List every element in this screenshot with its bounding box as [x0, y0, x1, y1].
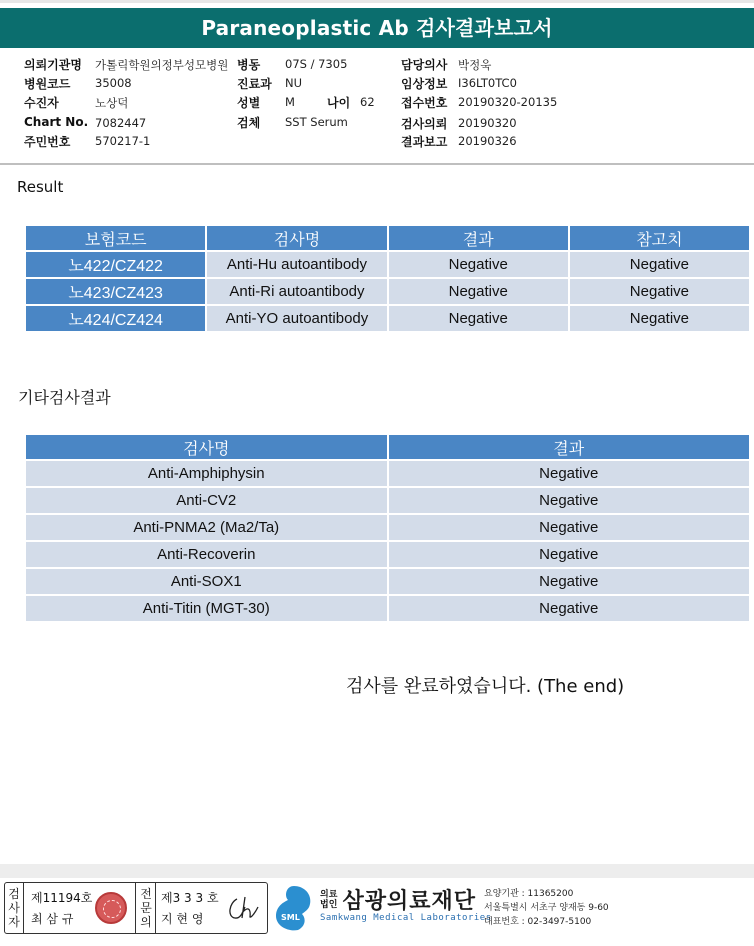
- header-reference: 참고치: [570, 226, 749, 250]
- physician-name: 지 현 영: [161, 912, 204, 926]
- table-row: [26, 252, 749, 277]
- doctor-label: 담당의사: [401, 58, 448, 72]
- test-name-cell: Anti-YO autoantibody: [207, 306, 386, 331]
- result-cell: Negative: [389, 515, 750, 540]
- examiner-label: 검사자: [8, 887, 20, 929]
- chart-no-value: 7082447: [95, 116, 147, 130]
- result-cell: Negative: [389, 596, 750, 621]
- table-row: [26, 596, 749, 621]
- request-date-value: 20190320: [458, 116, 517, 130]
- result-cell: Negative: [389, 569, 750, 594]
- specimen-label: 검체: [237, 116, 261, 130]
- org-name-kr: 삼광의료재단: [342, 889, 476, 914]
- examiner-license: 제11194호: [31, 891, 93, 905]
- accession-label: 접수번호: [401, 96, 448, 110]
- chart-no-label: Chart No.: [24, 115, 89, 129]
- resident-no-value: 570217-1: [95, 134, 151, 148]
- physician-license: 제3 3 3 호: [161, 891, 219, 905]
- table-row: [26, 461, 749, 486]
- reference-cell: Negative: [570, 306, 749, 331]
- result-cell: Negative: [389, 279, 568, 304]
- request-date-label: 검사의뢰: [401, 117, 448, 131]
- department-value: NU: [285, 76, 303, 90]
- report-title: Paraneoplastic Ab 검사결과보고서: [0, 8, 754, 48]
- institution-label: 의뢰기관명: [24, 58, 82, 72]
- hospital-code-label: 병원코드: [24, 77, 71, 91]
- test-name-cell: Anti-Titin (MGT-30): [26, 596, 387, 621]
- test-name-cell: Anti-Recoverin: [26, 542, 387, 567]
- org-name-en: Samkwang Medical Laboratories: [320, 913, 492, 923]
- org-name: [320, 884, 476, 915]
- org-phone: 대표번호 : 02-3497-5100: [484, 917, 592, 927]
- physician-label: 전문의: [140, 887, 152, 929]
- result-cell: Negative: [389, 542, 750, 567]
- test-name-cell: Anti-Hu autoantibody: [207, 252, 386, 277]
- end-message: 검사를 완료하였습니다. (The end): [346, 676, 625, 697]
- doctor-value: 박정욱: [458, 58, 492, 72]
- signature-box: [4, 882, 268, 934]
- result-cell: Negative: [389, 252, 568, 277]
- signature-divider: [23, 883, 24, 933]
- accession-value: 20190320-20135: [458, 95, 558, 109]
- reference-cell: Negative: [570, 279, 749, 304]
- test-name-cell: Anti-Ri autoantibody: [207, 279, 386, 304]
- test-name-cell: Anti-Amphiphysin: [26, 461, 387, 486]
- table-row: [26, 515, 749, 540]
- org-prefix-top: 의료: [320, 889, 338, 900]
- result-table-header: [26, 226, 749, 250]
- patient-info-block: [0, 52, 754, 156]
- test-name-cell: Anti-PNMA2 (Ma2/Ta): [26, 515, 387, 540]
- report-date-value: 20190326: [458, 134, 517, 148]
- header-insurance-code: 보험코드: [26, 226, 205, 250]
- table-row: [26, 569, 749, 594]
- header-test-name: 검사명: [26, 435, 387, 459]
- sex-label: 성별: [237, 96, 261, 110]
- other-table-header: [26, 435, 749, 459]
- specimen-value: SST Serum: [285, 115, 348, 129]
- insurance-code-cell: 노424/CZ424: [26, 306, 205, 331]
- sml-logo: [272, 884, 316, 932]
- other-results-table: [24, 433, 751, 623]
- logo-text: SML: [281, 913, 300, 922]
- ward-label: 병동: [237, 58, 261, 72]
- header-result: 결과: [389, 435, 750, 459]
- clinical-info-label: 임상정보: [401, 77, 448, 91]
- age-label: 나이: [327, 96, 351, 110]
- examiner-seal-stamp: [95, 892, 127, 924]
- insurance-code-cell: 노423/CZ423: [26, 279, 205, 304]
- other-results-heading: 기타검사결과: [18, 388, 111, 407]
- result-cell: Negative: [389, 488, 750, 513]
- header-result: 결과: [389, 226, 568, 250]
- header-divider: [0, 163, 754, 165]
- patient-label: 수진자: [24, 96, 59, 110]
- table-row: [26, 306, 749, 331]
- physician-signature: [225, 893, 261, 923]
- care-institution-no: 요양기관 : 11365200: [484, 889, 574, 899]
- patient-value: 노상덕: [95, 96, 129, 110]
- institution-value: 가톨릭학원의정부성모병원: [95, 58, 229, 72]
- sex-value: M: [285, 95, 295, 109]
- result-heading: Result: [17, 178, 64, 196]
- test-name-cell: Anti-CV2: [26, 488, 387, 513]
- insurance-code-cell: 노422/CZ422: [26, 252, 205, 277]
- result-cell: Negative: [389, 306, 568, 331]
- department-label: 진료과: [237, 77, 272, 91]
- result-cell: Negative: [389, 461, 750, 486]
- table-row: [26, 542, 749, 567]
- age-value: 62: [360, 95, 375, 109]
- resident-no-label: 주민번호: [24, 135, 71, 149]
- test-name-cell: Anti-SOX1: [26, 569, 387, 594]
- clinical-info-value: I36LT0TC0: [458, 76, 517, 90]
- ward-value: 07S / 7305: [285, 57, 348, 71]
- header-test-name: 검사명: [207, 226, 386, 250]
- top-border: [0, 0, 754, 5]
- signature-divider: [135, 883, 136, 933]
- org-prefix: [320, 890, 337, 910]
- signature-divider: [155, 883, 156, 933]
- table-row: [26, 279, 749, 304]
- hospital-code-value: 35008: [95, 76, 132, 90]
- table-row: [26, 488, 749, 513]
- result-table: [24, 224, 751, 333]
- examiner-name: 최 삼 규: [31, 912, 74, 926]
- report-date-label: 결과보고: [401, 135, 448, 149]
- reference-cell: Negative: [570, 252, 749, 277]
- footer-band: [0, 864, 754, 878]
- org-prefix-bottom: 법인: [320, 899, 338, 910]
- org-address: 서울특별시 서초구 양재동 9-60: [484, 903, 609, 913]
